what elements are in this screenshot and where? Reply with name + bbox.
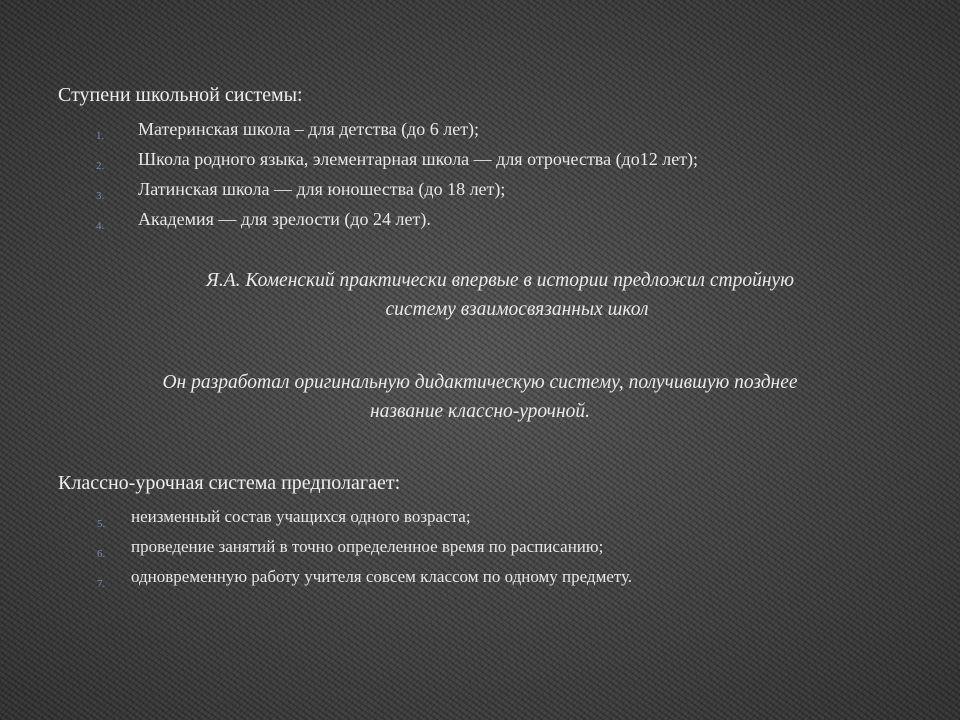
- list-item-text: Школа родного языка, элементарная школа — для отрочества (до12 лет);: [138, 149, 699, 169]
- list-item-text: Латинская школа — для юношества (до 18 лет);: [138, 179, 506, 199]
- list-number: 7.: [97, 578, 106, 590]
- list-number: 6.: [97, 548, 106, 560]
- list-item: [96, 144, 699, 174]
- list-item: [96, 204, 698, 234]
- list-item: [97, 562, 633, 592]
- didactic-paragraph: [40, 368, 920, 426]
- list-item-text: Материнская школа – для детства (до 6 лет);: [138, 119, 480, 139]
- list-number: 1.: [96, 130, 105, 142]
- list-number: 2.: [96, 160, 105, 172]
- list-item: [96, 114, 698, 144]
- stages-heading: Ступени школьной системы:: [58, 84, 303, 106]
- didactic-line-2: название классно-урочной.: [369, 401, 591, 422]
- stages-list: [96, 114, 699, 234]
- komensky-line-1: Я.А. Коменский практически впервые в истории предложил стройную: [206, 270, 794, 291]
- list-number: 4.: [96, 220, 105, 232]
- class-system-heading: Классно-урочная система предполагает:: [58, 472, 401, 494]
- list-item-text: одновременную работу учителя совсем классом по одному предмету.: [131, 567, 633, 586]
- list-number: 5.: [97, 518, 106, 530]
- didactic-line-1: Он разработал оригинальную дидактическую систему, получившую позднее: [162, 372, 798, 393]
- class-system-list: [97, 502, 633, 592]
- list-item: [96, 174, 698, 204]
- list-item: [97, 532, 632, 562]
- list-item-text: Академия — для зрелости (до 24 лет).: [138, 209, 431, 229]
- list-number: 3.: [96, 190, 105, 202]
- list-item-text: неизменный состав учащихся одного возраста;: [131, 507, 471, 526]
- list-item: [97, 502, 632, 532]
- komensky-paragraph: [100, 266, 900, 324]
- komensky-line-2: систему взаимосвязанных школ: [385, 299, 649, 320]
- list-item-text: проведение занятий в точно определенное время по расписанию;: [131, 537, 604, 556]
